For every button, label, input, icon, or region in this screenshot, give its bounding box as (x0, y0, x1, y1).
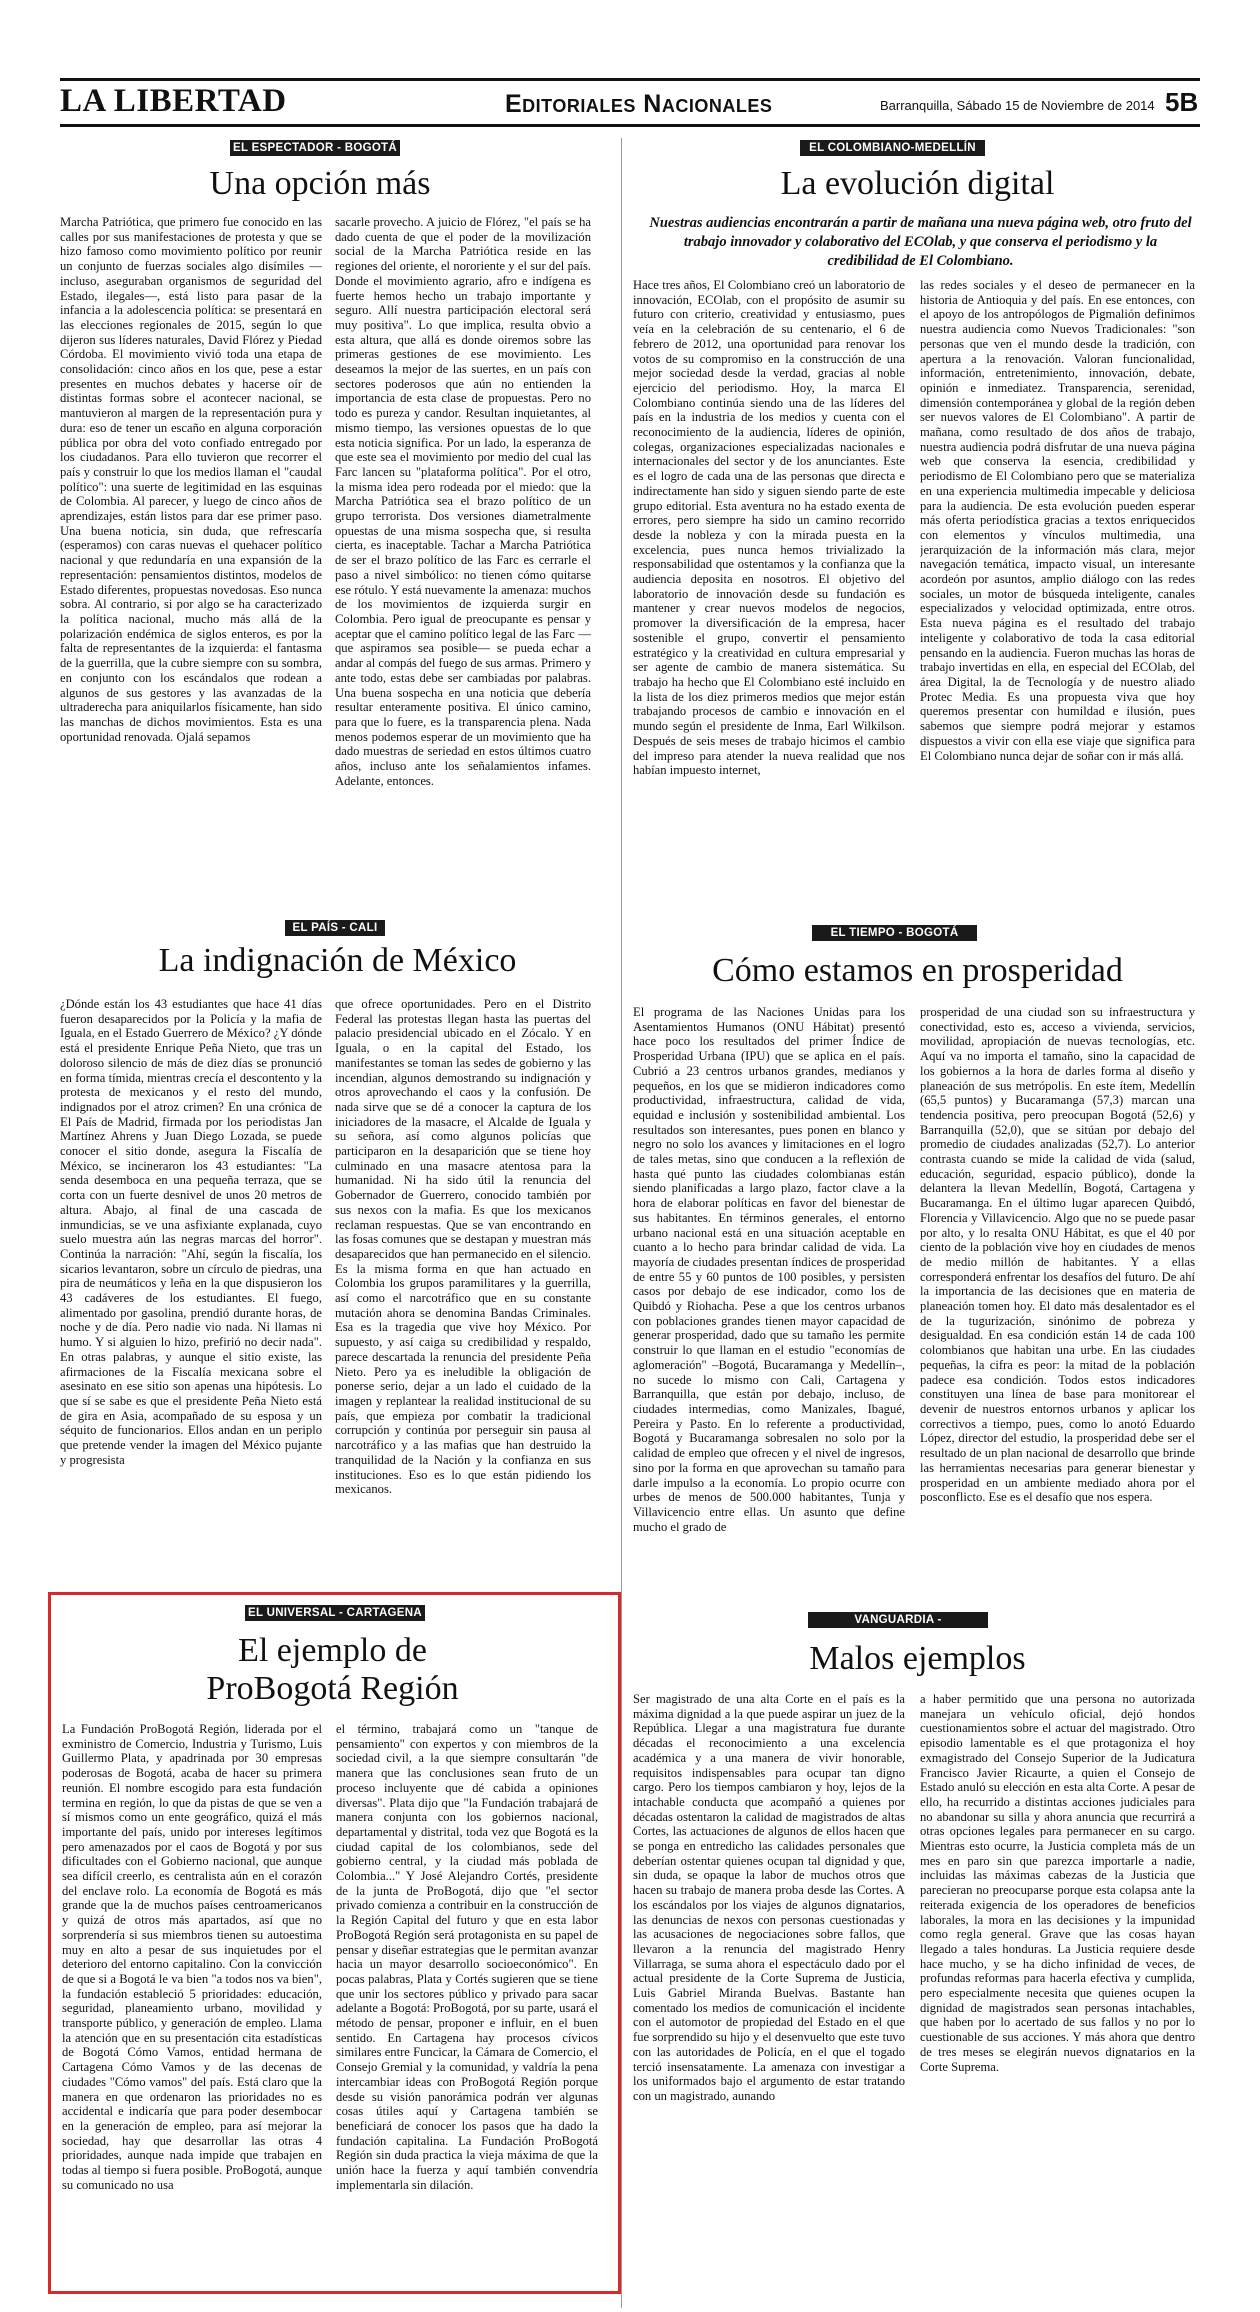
column-divider (621, 138, 622, 2308)
article-column (633, 278, 905, 910)
article-column (335, 215, 591, 910)
article-column (633, 1692, 905, 2287)
article-body: La Fundación ProBogotá Región, liderada por el exministro de Comercio, Industria y Turismo, Luis Guillermo Plata, y apadrinada por 30 empresas poderosas de Bogotá, acaba de hacer su primera reunión. El nombre escogido para esta fundación termina en región, lo que da pistas de que se ven a sí mismos como un ente geográfico, quizá el más importante del país, unido por intereses legítimos pero amenazados por el caos de Bogotá y por sus dificultades con el Gobierno nacional, que aunque sea difícil creerlo, es centralista aún en el corazón del enclave rolo. La economía de Bogotá es más grande que la de muchos países centroamericanos y quizá de otros más apartados, así que no sorprendería si sus miembros tienen su autoestima muy en alto a pesar de sus inquietudes por el deterioro del entorno capitalino. Con la convicción de que si a Bogotá le va bien "a todos nos va bien", la fundación estableció 5 prioridades: educación, seguridad, planeamiento urbano, movilidad y transporte público, y generación de empleo. Llama la atención que en su presentación cita estadísticas de Bogotá Cómo Vamos, entidad hermana de Cartagena Cómo Vamos y de las decenas de ciudades "Cómo vamos" del país. Está claro que la manera en que ordenaron las prioridades no es accidental e indicaría que para poder desembocar en la generación de empleo, para así mejorar la sociedad, hay que desarrollar las otras 4 prioridades, aunque nada impide que trabajen en todas al tiempo si fuera posible. ProBogotá, aunque su comunicado no usa (62, 1722, 322, 2192)
article-title: Una opción más (209, 165, 431, 202)
article-column (920, 278, 1195, 910)
article-column (920, 1692, 1195, 2287)
article-deck: Nuestras audiencias encontrarán a partir de mañana una nueva página web, otro fruto del trabajo innovador y colaborativo del ECOlab, y que conserva el periodismo y la credibilidad de El Colombiano. (649, 215, 1192, 269)
article-title: La evolución digital (780, 165, 1055, 202)
article-body: El programa de las Naciones Unidas para los Asentamientos Humanos (ONU Hábitat) presentó hace poco los resultados del primer Índice de Prosperidad Urbana (IPU) que se aplica en el país. Cubrió a 23 centros urbanos grandes, medianos y pequeños, en los que se midieron indicadores como productividad, infraestructura, calidad de vida, equidad e inclusión y sostenibilidad ambiental. Los resultados son interesantes, pues ponen en blanco y negro no solo los avances y limitaciones en el logro de tales metas, sino que conducen a la reflexión de hasta qué punto las ciudades colombianas están siendo planificadas a largo plazo, factor clave a la hora de elaborar políticas en favor del bienestar de sus habitantes. En términos generales, el entorno urbano nacional está en una situación aceptable en cuanto a lo hecho para brindar calidad de vida. La mayoría de ciudades presentan índices de prosperidad de entre 55 y 60 puntos de 100 posibles, y persisten casos por debajo de ese indicador, como los de Quibdó y Riohacha. Pese a que los centros urbanos con poblaciones grandes tienen mayor capacidad de generar prosperidad, dado que su tamaño les permite construir lo que llaman en el estudio "economías de aglomeración" –Bogotá, Bucaramanga y Medellín–, no sucede lo mismo con Cali, Cartagena y Barranquilla, que están por debajo, incluso, de ciudades intermedias, como Manizales, Ibagué, Pereira y Pasto. En lo referente a productividad, Bogotá y Bucaramanga sobresalen no solo por la calidad de empleo que ofrecen y el nivel de ingresos, sino por la forma en que aprovechan su tamaño para darle impulso a la economía. Lo propio ocurre con urbes de menos de 500.000 habitantes, Tunja y Villavicencio entre ellas. Un asunto que define mucho el grado de (633, 1005, 905, 1534)
article-body: que ofrece oportunidades. Pero en el Distrito Federal las protestas llegan hasta las puertas del palacio presidencial ubicado en el Zócalo. Y en Iguala, o en la capital del Estado, los manifestantes se toman las sedes de gobierno y las incendian, algunos demostrando su indignación y otros aprovechando el caos y la confusión. De nada sirve que se dé a conocer la captura de los iniciadores de la masacre, el Alcalde de Iguala y su señora, así como algunos policías que participaron en la desaparición que se tiene hoy culminado en una masacre atentosa para la humanidad. Ni ha sido útil la renuncia del Gobernador de Guerrero, conocido también por sus nexos con la mafia. Es que los mexicanos reclaman respuestas. Que se van encontrando en las fosas comunes que se destapan y muestran más desaparecidos que han permanecido en el silencio. Es la misma forma en que han actuado en Colombia los grupos paramilitares y la guerrilla, así como el narcotráfico que en su constante mutación ahora se denomina Bandas Criminales. Esa es la tragedia que vive hoy México. Por supuesto, y así caiga su credibilidad y respaldo, parece descartada la renuncia del presidente Peña Nieto. Pero ya es ineludible la obligación de ponerse serio, dejar a un lado el cuidado de la imagen y replantear la realidad institucional de su país, que empieza por combatir la tradicional corrupción y continúa por perseguir sin pausa al narcotráfico y a las mafias que han destruido la tranquilidad de la Nación y la confianza en sus instituciones. Eso es lo que están pidiendo los mexicanos. (335, 997, 591, 1497)
source-tag: EL UNIVERSAL - CARTAGENA (245, 1605, 425, 1621)
article-column (335, 997, 591, 1582)
article-title: Cómo estamos en prosperidad (712, 952, 1123, 989)
article-title-line-1: El ejemplo de (238, 1632, 427, 1669)
article-body: prosperidad de una ciudad son su infraestructura y conectividad, esto es, acceso a vivienda, servicios, movilidad, apropiación de nuevas tecnologías, etc. Aquí va no importa el tamaño, sino la capacidad de los gobiernos a la hora de darles forma al diseño y planeación de sus metrópolis. En este ítem, Medellín (65,5 puntos) y Bucaramanga (57,3) marcan una tendencia positiva, pero preocupan Bogotá (52,6) y Barranquilla (52,0), que se sitúan por debajo del promedio de ciudades analizadas (52,7). Lo anterior contrasta cuando se mide la calidad de vida (salud, educación, seguridad, espacio público), donde la delantera la llevan Medellín, Bogotá, Cartagena y Bucaramanga. En el último lugar aparecen Quibdó, Florencia y Villavicencio. Algo que no se puede pasar por alto, y lo resalta ONU Hábitat, es que el 40 por ciento de la población vive hoy en ciudades de menos de medio millón de habitantes. Y a ellas corresponderá enfrentar los desafíos del futuro. De ahí la importancia de las decisiones que en materia de planeación tomen hoy. El dato más desalentador es el de la tugurización, sinónimo de pobreza y desigualdad. En esa condición están 14 de cada 100 colombianos que habitan una urbe. En las ciudades pequeñas, la cifra es peor: la mitad de la población padece esa condición. Todos estos indicadores constituyen una línea de base para monitorear el devenir de nuestros entornos urbanos y aplicar los correctivos a tiempo, pues, como lo anotó Eduardo López, director del estudio, la prosperidad debe ser el resultado de un plan nacional de desarrollo que brinde las herramientas necesarias para generar bienestar y prosperidad en un ambiente mediado ahora por el posconflicto. Ese es el desafío que nos espera. (920, 1005, 1195, 1505)
article-body: a haber permitido que una persona no autorizada manejara un vehículo oficial, dejó hondos cuestionamientos sobre el actuar del magistrado. Otro episodio lamentable es el que protagoniza el hoy exmagistrado del Consejo Superior de la Judicatura Francisco Javier Ricaurte, a quien el Consejo de Estado anuló su elección en esta alta Corte. A pesar de ello, ha recurrido a distintas acciones judiciales para no abandonar su silla y ahora anuncia que recurrirá a otras opciones legales para permanecer en su cargo. Mientras esto ocurre, la Justicia completa más de un mes en paro sin que parezca importarle a nadie, incluidas las máximas cabezas de la Justicia que parecieran no preocuparse porque esta colapsa ante la reiterada exigencia de los operadores de beneficios laborales, la mora en las decisiones y la impunidad como regla general. Grave que las cosas hayan llegado a tales honduras. La Justicia requiere desde hace mucho, y se ha dicho infinidad de veces, de profundas reformas para hacerla efectiva y cumplida, pero especialmente necesita que quienes ocupen la dignidad de magistrados sean personas intachables, que haben por lo acertado de sus fallos y no por lo cuestionable de sus acciones. Y más ahora que dentro de tres meses se elegirán nuevos dignatarios en la Corte Suprema. (920, 1692, 1195, 2074)
page-number: 5B (1165, 87, 1199, 117)
source-tag: EL ESPECTADOR - BOGOTÁ (230, 140, 400, 156)
article-column (920, 1005, 1195, 1600)
article-column (60, 215, 322, 910)
article-body: Hace tres años, El Colombiano creó un laboratorio de innovación, ECOlab, con el propósito de asumir su futuro con criterio, creatividad y entusiasmo, pues veía en la celebración de su centenario, el 6 de febrero de 2012, una oportunidad para renovar los votos de su compromiso en la construcción de una mejor sociedad desde la verdad, gracias al noble ejercicio del periodismo. Hoy, la marca El Colombiano continúa siendo una de las líderes del país en la industria de los medios y cuenta con el reconocimiento de la audiencia, líderes de opinión, colegas, organizaciones especializadas nacionales e internacionales del sector y de los anunciantes. Este es el logro de cada una de las personas que directa e indirectamente han sido y siguen siendo parte de este grupo editorial. Esta aventura no ha estado exenta de errores, pero siempre ha sido un camino recorrido desde la nobleza y con la mirada puesta en la excelencia, pues nunca hemos trivializado la responsabilidad que ostentamos y la confianza que la audiencia deposita en nosotros. El objetivo del laboratorio de innovación desde su fundación es mantener y crear nuevos modelos de negocios, promover la diversificación de la empresa, hacer sostenible el grupo, convertir el pensamiento estratégico y la creatividad en cultura empresarial y ser agente de cambio de manera sistemática. Su trabajo ha hecho que El Colombiano esté incluido en la lista de los diez primeros medios que mejor están trabajando procesos de cambio e innovación en el mundo según el presidente de Inma, Earl Wilkilson. Después de seis meses de trabajo hicimos el cambio del impreso para atender la nueva realidad que nos habían impuesto internet, (633, 278, 905, 778)
article-column (336, 1722, 598, 2277)
article-body: sacarle provecho. A juicio de Flórez, "el país se ha dado cuenta de que el poder de la movilización social de la Marcha Patriótica reside en las regiones del oriente, el nororiente y el sur del país. Donde el movimiento agrario, afro e indígena es fuerte hemos hecho un trabajo importante y seguro. Allí nuestra participación electoral será muy positiva". Lo que implica, resulta obvio a esta altura, que allá es donde oiremos sobre las primeras gestiones de ese movimiento. Les deseamos la mejor de las suertes, en un país con sectores poderosos que aún no entienden la importancia de esta clase de propuestas. Pero no todo es pureza y candor. Resultan inquietantes, al mismo tiempo, las versiones opuestas de lo que esta noticia significa. Por un lado, la esperanza de que este sea el movimiento por medio del cual las Farc lancen su "plataforma política". Por el otro, la misma idea pero rodeada por el miedo: que la Marcha Patriótica sea el brazo político de un grupo terrorista. Dos versiones diametralmente opuestas de una misma sospecha que, si resulta cierta, es inaceptable. Tachar a Marcha Patriótica de ser el brazo político de las Farc es cerrarle el paso a nivel simbólico: no tienen cómo quitarse ese rótulo. Y está nuevamente la amenaza: muchos de los movimientos de izquierda surgir en Colombia. Pero igual de preocupante es pensar y aceptar que el camino político legal de las Farc —que aspiramos sea posible— se pueda echar a andar al compás del fuego de sus armas. Primero y ante todo, estas debe ser cambiadas por palabras. Una buena sospecha en una noticia que debería resultar enteramente positiva. El único camino, para que lo fuere, es la transparencia plena. Nada menos podemos esperar de un movimiento que ha dado muestras de seriedad en estos últimos cuatro años, incluso ante los señalamientos infames. Adelante, entonces. (335, 215, 591, 788)
article-title: Malos ejemplos (809, 1640, 1026, 1677)
article-column (60, 997, 322, 1582)
dateline: Barranquilla, Sábado 15 de Noviembre de 2014 (880, 98, 1155, 113)
source-tag: EL COLOMBIANO-MEDELLÍN (800, 140, 985, 156)
article-title-line-2: ProBogotá Región (206, 1670, 459, 1707)
masthead-top-rule (60, 78, 1200, 81)
source-tag: VANGUARDIA - BUCARAMANGA (808, 1612, 988, 1628)
article-body: las redes sociales y el deseo de permanecer en la historia de Antioquia y del país. En ese entonces, con el apoyo de los antropólogos de Pigmalión definimos nuestra audiencia como Nuevos Tradicionales: "son personas que ven el mundo desde la tradición, con apertura a la renovación. Valoran funcionalidad, información, entretenimiento, innovación, debate, opinión e inmediatez. Transparencia, serenidad, dimensión contemporánea y global de la región deben ser nuevos valores de El Colombiano". A partir de mañana, como resultado de dos años de trabajo, nuestra audiencia podrá disfrutar de una nueva página web que conserva la esencia, credibilidad y periodismo de El Colombiano pero que se materializa en una experiencia multimedia impecable y deliciosa para la audiencia. De esta evolución pueden esperar más oferta periodística gracias a textos enriquecidos con elementos y vínculos multimedia, una jerarquización de la información más clara, mejor navegación temática, impacto visual, un interesante acordeón por asuntos, amplio diálogo con las redes sociales, un motor de búsqueda inteligente, canales especializados y velocidad optimizada, entre otros. Esta nueva página es el resultado del trabajo inteligente y colaborativo de toda la casa editorial pensando en la audiencia. Fueron muchas las horas de trabajo invertidas en ella, en especial del ECOlab, del área Digital, la de Tecnología y de nuestro aliado Protec Media. Es una propuesta viva que hoy queremos presentar con humildad e ilusión, pues sabemos que siempre podrá mejorar y estamos dispuestos a vivir con ella ese viaje que significa para El Colombiano nunca dejar de soñar con ir más allá. (920, 278, 1195, 763)
newspaper-name: LA LIBERTAD (60, 83, 287, 119)
masthead-bottom-rule (60, 124, 1200, 127)
article-body: Marcha Patriótica, que primero fue conocido en las calles por sus manifestaciones de protesta y que se hizo famoso como movimiento político por reunir un conjunto de fuerzas sociales algo disímiles —incluso, aseguraban organismos de seguridad del Estado, ilegales—, está listo para pasar de la infancia a la adolescencia política: se presentará en las elecciones regionales de 2015, según lo que dijeron sus líderes naturales, David Flórez y Piedad Córdoba. El movimiento vivió toda una etapa de consolidación: cinco años en los que, pese a estar presentes en muchos debates y hacerse oír de distintas formas sobre el acontecer nacional, se mantuvieron al margen de la representación pura y dura: eso de tener un escaño en alguna corporación pública por obra del voto confiado entregado por los ciudadanos. Para ello tuvieron que recorrer el país y construir lo que los medios llaman el "caudal político": una suerte de legitimidad en las esquinas de Colombia. Al parecer, y luego de cinco años de aprendizajes, están listos para dar ese primer paso. Una buena noticia, sin duda, que refrescaría (esperamos) con caras nuevas el quehacer político nacional y que redundaría en una expansión de la representación: pensamientos distintos, modelos de Estado diferentes, propuestas novedosas. Eso nunca sobra. Al contrario, si por algo se ha caracterizado la política nacional, mucho más allá de la polarización endémica de siglos enteros, es por la falta de representantes de la izquierda: el fantasma de la guerrilla, que la cubre siempre con su sombra, en conjunto con los escándalos que rodean a algunos de sus gestores y las avanzadas de la ultraderecha para aniquilarlos físicamente, han sido las manchas de dichos movimientos. Esta es una oportunidad renovada. Ojalá sepamos (60, 215, 322, 744)
source-tag: EL PAÍS - CALI (285, 920, 385, 936)
section-name: Editoriales Nacionales (505, 90, 773, 118)
article-column (633, 1005, 905, 1600)
article-body: el término, trabajará como un "tanque de pensamiento" con expertos y con miembros de la sociedad civil, a la que siempre consultarán "de manera que las conclusiones sean fruto de un proceso incluyente que dé cabida a opiniones diversas". Plata dijo que "la Fundación trabajará de manera conjunta con los gobiernos nacional, departamental y distrital, toda vez que Bogotá es la ciudad capital de los colombianos, sede del gobierno central, y la ciudad más poblada de Colombia..." Y José Alejandro Cortés, presidente de la junta de ProBogotá, dijo que "el sector privado comienza a contribuir en la construcción de la Región Capital del futuro y que en esta labor ProBogotá Región será protagonista en su papel de pensar y diseñar estrategias que le permitan avanzar hacia un mayor desarrollo socioeconómico". En pocas palabras, Plata y Cortés sugieren que se tiene que unir los sectores público y privado para sacar adelante a Bogotá: ProBogotá, por su parte, usará el método de pensar, proponer e influir, en el buen sentido. En Cartagena hay procesos cívicos similares entre Funcicar, la Cámara de Comercio, el Consejo Gremial y la comunidad, y valdría la pena intercambiar ideas con ProBogotá Región porque desde su visión panorámica podrán ver algunas cosas útiles aquí y Cartagena también se beneficiará de conocer los pasos que ha dado la fundación capitalina. La Fundación ProBogotá Región sin duda practica la vieja máxima de que la unión hace la fuerza y aquí también convendría implementarla sin dilación. (336, 1722, 598, 2192)
source-tag: EL TIEMPO - BOGOTÁ (812, 925, 977, 941)
article-body: Ser magistrado de una alta Corte en el país es la máxima dignidad a la que puede aspirar un juez de la República. Llegar a una magistratura fue durante décadas el reconocimiento a una excelencia académica y a una manera de vivir honorable, requisitos indispensables para ocupar tan digno cargo. Pero los tiempos cambiaron y hoy, lejos de la intachable conducta que acompañó a quienes por décadas ostentaron la calidad de magistrados de altas Cortes, las actuaciones de algunos de ellos hacen que se ponga en entredicho las calidades personales que deberían ostentar quienes ocupan tal dignidad y que, sin duda, se opaque la labor de muchos otros que hacen su trabajo de manera proba desde las Cortes. A los escándalos por los viajes de algunos dignatarios, las denuncias de nexos con personas cuestionadas y las acusaciones de negociaciones sobre fallos, que llevaron a la renuncia del magistrado Henry Villarraga, se suma ahora el espectáculo dado por el actual presidente de la Corte Suprema de Justicia, Luis Gabriel Miranda Buelvas. Bastante han comentado los medios de comunicación el incidente con el automotor de propiedad del Estado en el que fue sorprendido su hijo y el desenvuelto que este tuvo con las autoridades de Policía, en el que el togado terció insensatamente. La amenaza con investigar a los uniformados bajo el argumento de estar tratando con un magistrado, aunando (633, 1692, 905, 2103)
article-body: ¿Dónde están los 43 estudiantes que hace 41 días fueron desaparecidos por la Policía y la mafia de Iguala, en el Estado Guerrero de México? ¿Y dónde está el presidente Enrique Peña Nieto, que tras un doloroso silencio de más de diez días se pronunció en forma tímida, mientras crecía el descontento y la protesta de mexicanos y el resto del mundo, indignados por el atroz crimen? En una crónica de El País de Madrid, firmada por los periodistas Jan Martínez Ahrens y Juan Diego Lozada, se puede conocer el sitio donde, asegura la Fiscalía de México, se incineraron los 43 estudiantes: "La senda desemboca en una pequeña terraza, que se corta con un fuerte desnivel de unos 20 metros de altura. Abajo, al final de una cascada de inmundicias, se ve una asfixiante explanada, cuyo suelo muestra aún las negras marcas del horror". Continúa la narración: "Ahí, según la fiscalía, los sicarios levantaron, sobre un círculo de piedras, una pira de neumáticos y leña en la que dispusieron los 43 cadáveres de los estudiantes. El fuego, alimentado por gasolina, prendió durante horas, de noche y de día. Pero nadie vio nada. Ni llamas ni humo. Y si alguien lo hizo, prefirió no decir nada". En otras palabras, y aunque el sitio existe, las afirmaciones de la Fiscalía mexicana sobre el asesinato en ese sitio son apenas una hipótesis. Lo que sí se sabe es que el presidente Peña Nieto está de gira en Asia, acompañado de su esposa y un séquito de funcionarios. Ellos andan en un periplo que pretende vender la imagen del México pujante y progresista (60, 997, 322, 1467)
article-title: La indignación de México (158, 942, 517, 979)
article-column (62, 1722, 322, 2277)
